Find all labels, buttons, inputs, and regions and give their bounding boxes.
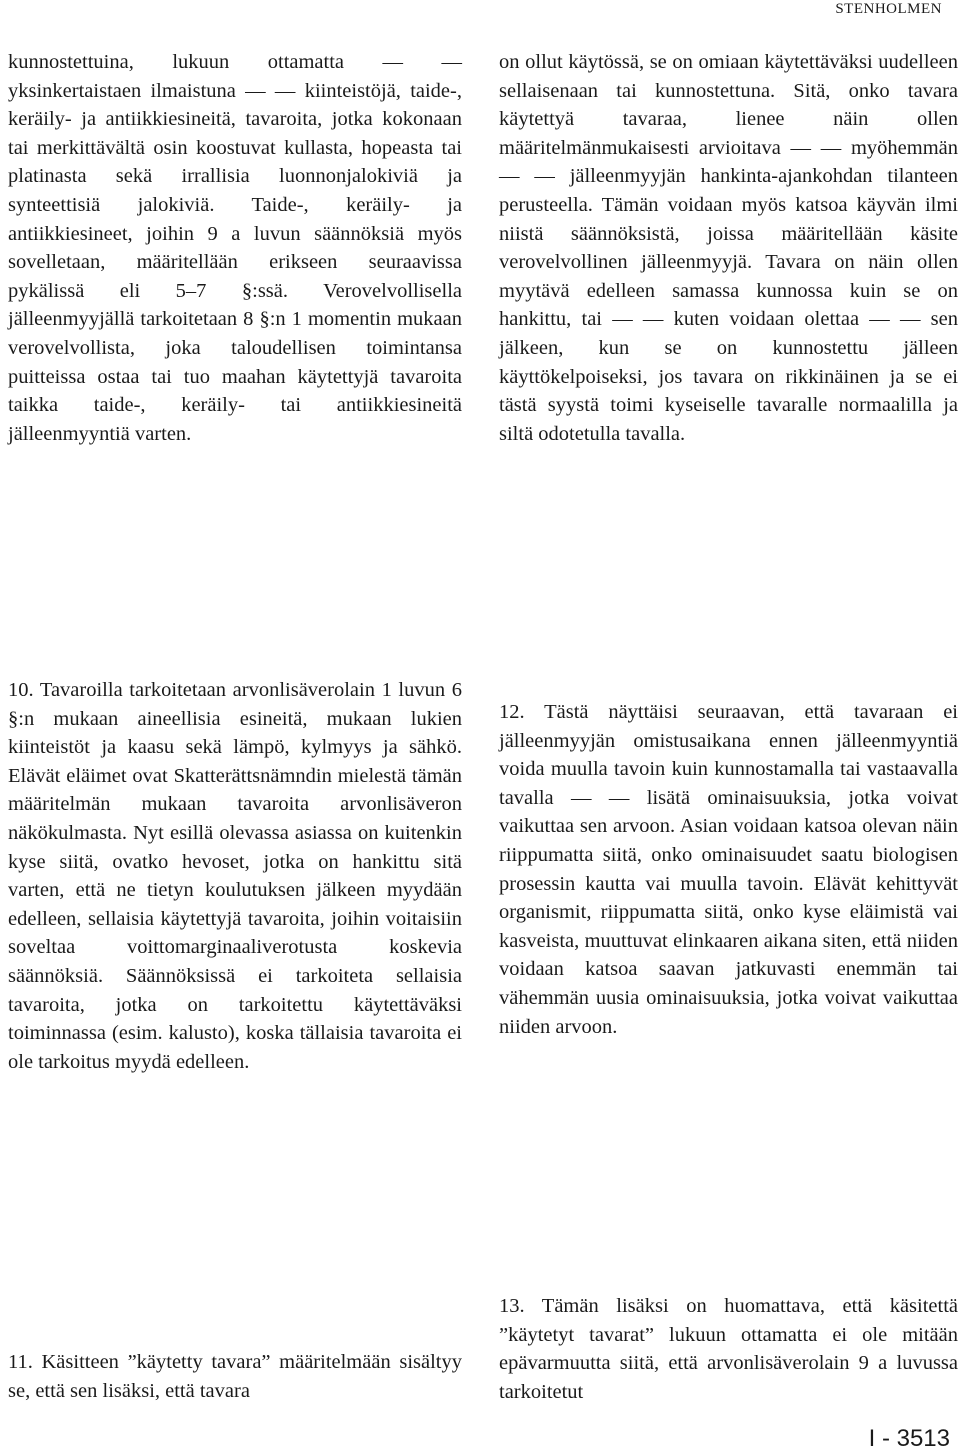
right-paragraph-continued: on ollut käytössä, se on omiaan käytettäväksi uudelleen sellaisenaan tai kunnostettuna. Sitä, onko tavara käytettyä tavaraa, lienee näin ollen määritelmänmukaisesti arvioitava — — myöhemmän — — jälleenmyyjän hankinta-ajankohdan tilanteen perusteella. Tämän voidaan myös katsoa käyvän ilmi niistä säännöksistä, joissa määritellään käsite verovelvollinen jälleenmyyjä. Tavara on näin ollen myytävä edelleen samassa kunnossa kuin se on hankittu, tai — — kuten voidaan olettaa — — sen jälkeen, kun se on kunnostettu jälleen käyttökelpoiseksi, jos tavara on rikkinäinen ja se ei tästä syystä toimi kyseiselle tavaralle normaalilla ja siltä odotetulla tavalla. [499,51,958,445]
left-paragraph-continued: kunnostettuina, lukuun ottamatta — — yksinkertaistaen ilmaistuna — — kiinteistöjä, taide-, keräily- ja antiikkiesineitä, tavaroita, jotka kokonaan tai merkittävältä osin koostuvat kullasta, hopeasta tai platinasta sekä irrallisia luonnonjalokiviä ja synteettisiä jalokiviä. Taide-, keräily- ja antiikkiesineet, joihin 9 a luvun säännöksiä myös sovelletaan, määritellään erikseen seuraavissa pykälissä eli 5–7 §:ssä. Verovelvollisella jälleenmyyjällä tarkoitetaan 8 §:n 1 momentin mukaan verovelvollista, joka taloudellisen toimintansa puitteissa ostaa tai tuo maahan käytettyjä tavaroita taikka taide-, keräily- tai antiikkiesineitä jälleenmyyntiä varten. [8,51,462,445]
paragraph-10: 10. Tavaroilla tarkoitetaan arvonlisäverolain 1 luvun 6 §:n mukaan aineellisia esineitä, mukaan lukien kiinteistöt ja kaasu sekä lämpö, kylmyys ja sähkö. Elävät eläimet ovat Skatterättsnämndin mielestä tämän määritelmän mukaan tavaroita arvonlisäveron näkökulmasta. Nyt esillä olevassa asiassa on kuitenkin kyse siitä, ovatko hevoset, jotka on hankittu sitä varten, että ne tietyn koulutuksen jälkeen myydään edelleen, sellaisia käytettyjä tavaroita, joihin voitaisiin soveltaa voittomarginaaliverotusta koskevia säännöksiä. Säännöksissä ei tarkoiteta sellaisia tavaroita, jotka on tarkoitettu käytettäväksi toiminnassa (esim. kalusto), koska tällaisia tavaroita ei ole tarkoitus myydä edelleen. [8,679,462,1073]
paragraph-13: 13. Tämän lisäksi on huomattava, että käsitettä ”käytetyt tavarat” lukuun ottamatta ei ole mitään epävarmuutta siitä, että arvonlisäverolain 9 a luvussa tarkoitetut [499,1295,958,1403]
running-header: STENHOLMEN [835,1,942,17]
paragraph-11: 11. Käsitteen ”käytetty tavara” määritelmään sisältyy se, että sen lisäksi, että tavara [8,1351,462,1402]
paragraph-12: 12. Tästä näyttäisi seuraavan, että tavaraan ei jälleenmyyjän omistusaikana ennen jälleenmyyntiä voida muulla tavoin kuin kunnostamalla tai vastaavalla tavalla — — lisätä ominaisuuksia, jotka voivat vaikuttaa sen arvoon. Asian voidaan katsoa olevan näin riippumatta siitä, onko ominaisuudet saatu biologisen prosessin kautta vai muulla tavoin. Elävät kehittyvät organismit, riippumatta siitä, onko kyse eläimistä vai kasveista, muuttuvat elinkaaren aikana siten, että niiden voidaan katsoa saavan jatkuvasti enemmän tai vähemmän uusia ominaisuuksia, jotka voivat vaikuttaa niiden arvoon. [499,701,958,1038]
page-number: I - 3513 [868,1425,950,1452]
